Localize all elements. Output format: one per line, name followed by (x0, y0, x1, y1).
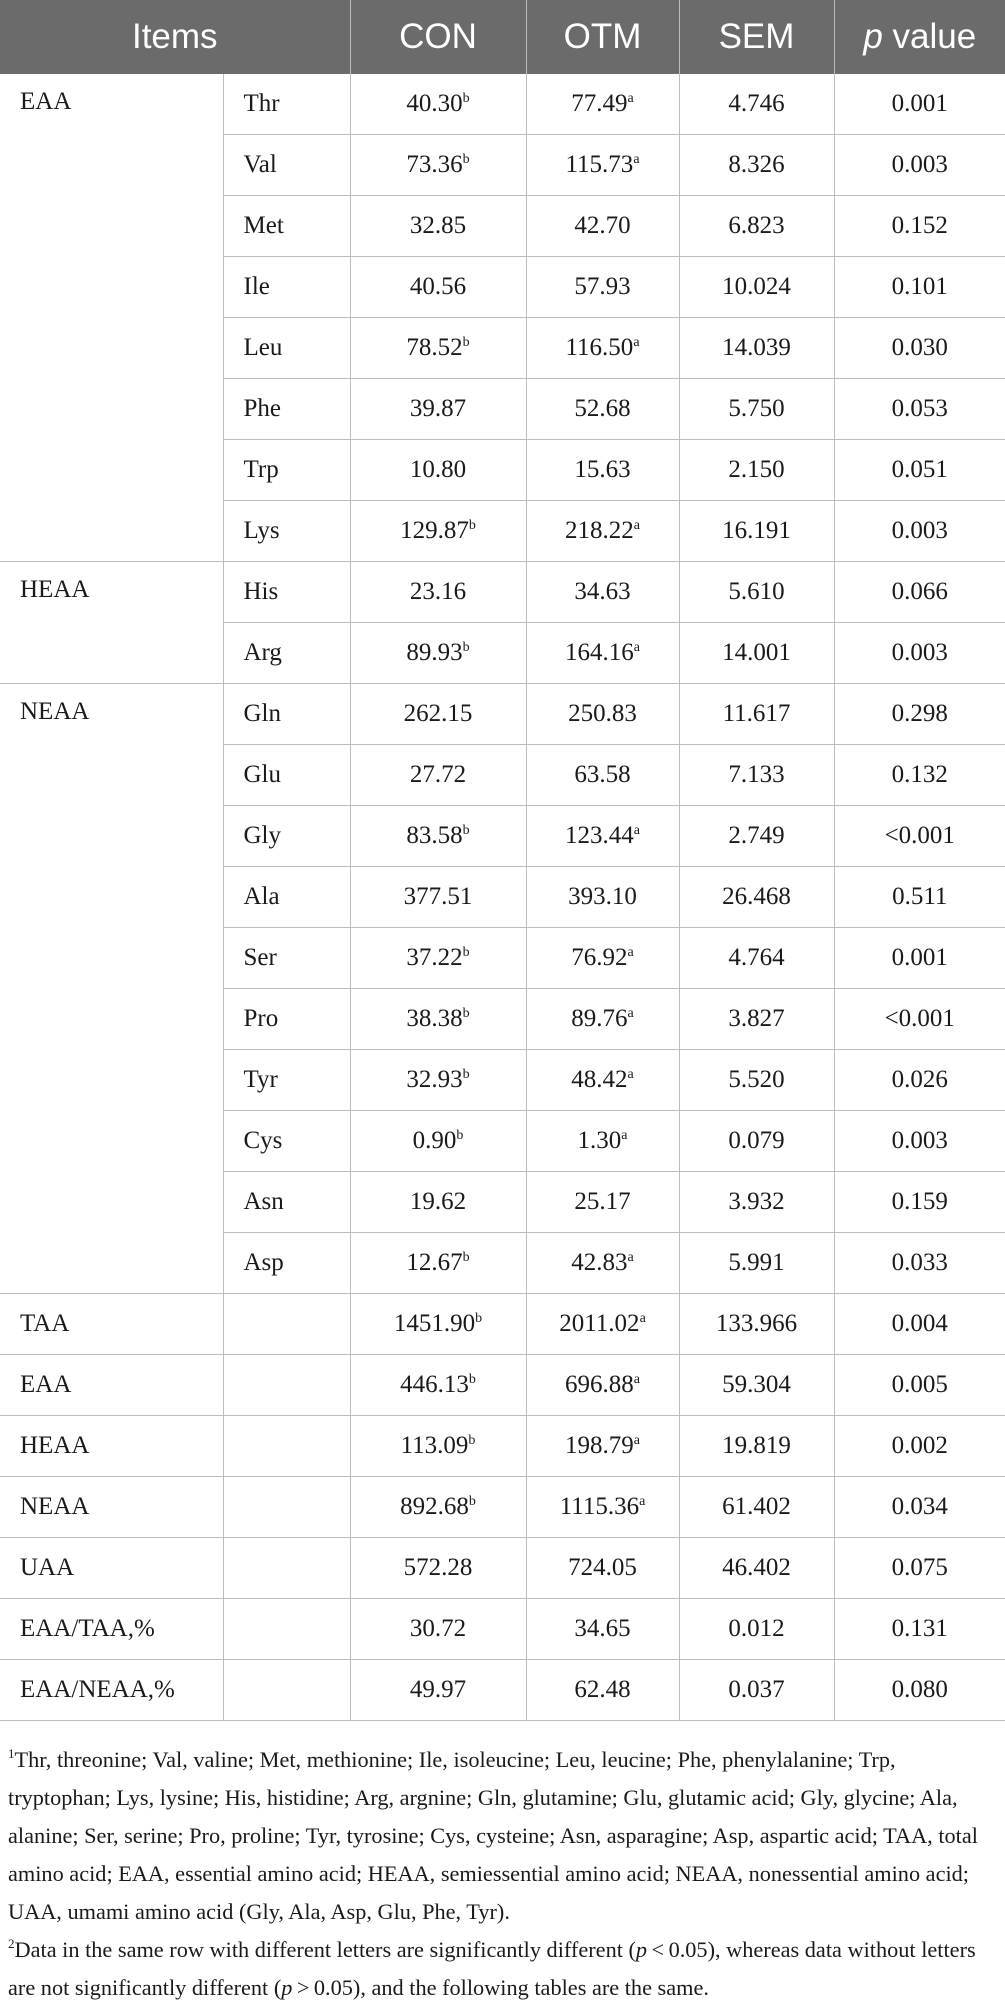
sem-cell: 8.326 (679, 135, 834, 196)
p-value-cell: 0.003 (834, 501, 1005, 562)
con-cell-value: 572.28 (403, 1554, 473, 1581)
otm-cell (526, 806, 679, 867)
otm-cell (526, 989, 679, 1050)
con-cell (350, 989, 526, 1050)
otm-cell-value: 34.65 (574, 1615, 631, 1642)
sem-cell: 5.520 (679, 1050, 834, 1111)
item-name: Ala (223, 867, 350, 928)
otm-cell (526, 623, 679, 684)
otm-cell (526, 501, 679, 562)
con-cell-value: 10.80 (409, 456, 467, 483)
otm-cell-value: 52.68 (574, 395, 631, 422)
footnote-1 (8, 1741, 993, 1931)
con-cell (350, 562, 526, 623)
header-row (0, 0, 1005, 74)
con-cell-superscript: b (462, 152, 470, 167)
otm-cell-superscript: a (627, 1006, 634, 1021)
otm-cell (526, 1477, 679, 1538)
con-cell (350, 1111, 526, 1172)
con-cell-value: 73.36 (406, 151, 463, 178)
sem-cell: 4.746 (679, 74, 834, 135)
p-value-cell: 0.001 (834, 928, 1005, 989)
sem-cell: 2.749 (679, 806, 834, 867)
otm-cell (526, 1233, 679, 1294)
header-sem: SEM (679, 0, 834, 74)
header-p-italic: p (863, 17, 883, 56)
con-cell-superscript: b (462, 1067, 470, 1082)
otm-cell-value: 48.42 (571, 1066, 628, 1093)
otm-cell (526, 257, 679, 318)
otm-cell (526, 1660, 679, 1721)
item-name: Pro (223, 989, 350, 1050)
summary-row (0, 1416, 1005, 1477)
p-value-cell: 0.075 (834, 1538, 1005, 1599)
item-name: Asn (223, 1172, 350, 1233)
footnote-1-text: Thr, threonine; Val, valine; Met, methionine; Ile, isoleucine; Leu, leucine; Phe, phenylalanine; Trp, tryptophan; Lys, lysine; His, histidine; Arg, argnine; Gln, glutamine; Glu, glutamic acid; Gly, glycine; Ala, alanine; Ser, serine; Pro, proline; Tyr, tyrosine; Cys, cysteine; Asn, asparagine; Asp, aspartic acid; TAA, total amino acid; EAA, essential amino acid; HEAA, semiessential amino acid; NEAA, nonessential amino acid; UAA, umami amino acid (Gly, Ala, Asp, Glu, Phe, Tyr). (8, 1747, 978, 1924)
sem-cell: 3.932 (679, 1172, 834, 1233)
otm-cell-value: 164.16 (565, 639, 634, 666)
table-header (0, 0, 1005, 74)
con-cell (350, 867, 526, 928)
otm-cell (526, 379, 679, 440)
con-cell-value: 32.93 (406, 1066, 463, 1093)
otm-cell-superscript: a (633, 823, 640, 838)
otm-cell (526, 1599, 679, 1660)
p-value-cell: 0.080 (834, 1660, 1005, 1721)
otm-cell-value: 76.92 (571, 944, 628, 971)
p-value-cell: 0.001 (834, 74, 1005, 135)
sem-cell: 2.150 (679, 440, 834, 501)
item-name: Arg (223, 623, 350, 684)
con-cell (350, 318, 526, 379)
p-value-cell: 0.511 (834, 867, 1005, 928)
p-value-cell: 0.132 (834, 745, 1005, 806)
otm-cell-superscript: a (627, 945, 634, 960)
con-cell-superscript: b (462, 823, 470, 838)
sem-cell: 0.012 (679, 1599, 834, 1660)
con-cell-value: 23.16 (409, 578, 467, 605)
summary-empty-cell (223, 1416, 350, 1477)
otm-cell-value: 2011.02 (559, 1310, 640, 1337)
con-cell (350, 623, 526, 684)
summary-label: HEAA (0, 1416, 223, 1477)
p-value-cell: <0.001 (834, 989, 1005, 1050)
otm-cell-superscript: a (627, 1250, 634, 1265)
p-value-cell: 0.101 (834, 257, 1005, 318)
otm-cell-value: 77.49 (571, 90, 628, 117)
con-cell (350, 440, 526, 501)
item-name: Gly (223, 806, 350, 867)
sem-cell: 46.402 (679, 1538, 834, 1599)
otm-cell-superscript: a (627, 1067, 634, 1082)
otm-cell-value: 724.05 (568, 1554, 637, 1581)
otm-cell-superscript: a (633, 1372, 640, 1387)
sem-cell: 11.617 (679, 684, 834, 745)
con-cell-superscript: b (468, 1433, 476, 1448)
otm-cell-superscript: a (633, 1433, 640, 1448)
con-cell (350, 1538, 526, 1599)
otm-cell-value: 62.48 (574, 1676, 631, 1703)
item-name: Val (223, 135, 350, 196)
otm-cell-value: 63.58 (574, 761, 631, 788)
con-cell-value: 32.85 (409, 212, 467, 239)
p-value-cell: 0.030 (834, 318, 1005, 379)
summary-empty-cell (223, 1660, 350, 1721)
con-cell (350, 1355, 526, 1416)
otm-cell-superscript: a (633, 335, 640, 350)
con-cell-value: 39.87 (409, 395, 467, 422)
summary-label: EAA/NEAA,% (0, 1660, 223, 1721)
sem-cell: 0.079 (679, 1111, 834, 1172)
con-cell-value: 1451.90 (393, 1310, 476, 1337)
summary-empty-cell (223, 1599, 350, 1660)
con-cell-value: 446.13 (400, 1371, 469, 1398)
sem-cell: 26.468 (679, 867, 834, 928)
otm-cell-value: 42.70 (574, 212, 631, 239)
table-row (0, 562, 1005, 623)
con-cell-value: 78.52 (406, 334, 463, 361)
otm-cell-superscript: a (633, 640, 640, 655)
otm-cell-value: 393.10 (568, 883, 637, 910)
otm-cell (526, 196, 679, 257)
con-cell-value: 38.38 (406, 1005, 463, 1032)
otm-cell (526, 1355, 679, 1416)
con-cell (350, 806, 526, 867)
p-value-cell: 0.033 (834, 1233, 1005, 1294)
otm-cell-value: 1115.36 (559, 1493, 640, 1520)
otm-cell-value: 115.73 (565, 151, 634, 178)
otm-cell-value: 57.93 (574, 273, 631, 300)
con-cell-value: 19.62 (409, 1188, 467, 1215)
otm-cell-superscript: a (621, 1128, 628, 1143)
p-value-cell: 0.002 (834, 1416, 1005, 1477)
otm-cell (526, 1294, 679, 1355)
otm-cell (526, 745, 679, 806)
sem-cell: 59.304 (679, 1355, 834, 1416)
item-name: Ser (223, 928, 350, 989)
con-cell-superscript: b (462, 91, 470, 106)
otm-cell (526, 1538, 679, 1599)
summary-label: TAA (0, 1294, 223, 1355)
sem-cell: 14.001 (679, 623, 834, 684)
otm-cell-value: 1.30 (577, 1127, 622, 1154)
otm-cell (526, 928, 679, 989)
con-cell-superscript: b (475, 1311, 483, 1326)
table-row (0, 684, 1005, 745)
item-name: Leu (223, 318, 350, 379)
con-cell (350, 379, 526, 440)
otm-cell-value: 34.63 (574, 578, 631, 605)
p-value-cell: 0.066 (834, 562, 1005, 623)
con-cell (350, 1233, 526, 1294)
con-cell-superscript: b (456, 1128, 464, 1143)
otm-cell-value: 250.83 (568, 700, 637, 727)
con-cell-value: 129.87 (400, 517, 469, 544)
summary-empty-cell (223, 1355, 350, 1416)
con-cell-value: 40.30 (406, 90, 463, 117)
con-cell (350, 257, 526, 318)
con-cell-value: 83.58 (406, 822, 463, 849)
con-cell-superscript: b (462, 945, 470, 960)
otm-cell-value: 116.50 (565, 334, 634, 361)
summary-label: EAA/TAA,% (0, 1599, 223, 1660)
footnote-2-text-b: < 0.05), whereas data without letters are not significantly different ( (8, 1937, 976, 2000)
otm-cell (526, 562, 679, 623)
footnote-2-marker: 2 (8, 1936, 15, 1951)
con-cell (350, 684, 526, 745)
otm-cell-value: 42.83 (571, 1249, 628, 1276)
sem-cell: 19.819 (679, 1416, 834, 1477)
footnote-1-marker: 1 (8, 1746, 15, 1761)
sem-cell: 10.024 (679, 257, 834, 318)
item-name: Asp (223, 1233, 350, 1294)
summary-row (0, 1355, 1005, 1416)
con-cell-value: 377.51 (403, 883, 473, 910)
summary-row (0, 1477, 1005, 1538)
table-row (0, 74, 1005, 135)
otm-cell-value: 25.17 (574, 1188, 631, 1215)
con-cell-superscript: b (462, 1006, 470, 1021)
p-value-cell: 0.005 (834, 1355, 1005, 1416)
con-cell-value: 262.15 (403, 700, 473, 727)
group-label: HEAA (0, 562, 223, 684)
header-p-rest: value (882, 17, 977, 56)
otm-cell (526, 318, 679, 379)
sem-cell: 14.039 (679, 318, 834, 379)
p-value-cell: 0.034 (834, 1477, 1005, 1538)
sem-cell: 5.991 (679, 1233, 834, 1294)
header-items: Items (0, 0, 350, 74)
otm-cell (526, 1416, 679, 1477)
item-name: Lys (223, 501, 350, 562)
item-name: Phe (223, 379, 350, 440)
p-value-cell: 0.003 (834, 1111, 1005, 1172)
con-cell (350, 1294, 526, 1355)
con-cell (350, 928, 526, 989)
otm-cell-superscript: a (639, 1311, 646, 1326)
p-value-cell: 0.051 (834, 440, 1005, 501)
item-name: Glu (223, 745, 350, 806)
con-cell (350, 1660, 526, 1721)
otm-cell (526, 74, 679, 135)
con-cell-superscript: b (468, 518, 476, 533)
p-value-cell: 0.003 (834, 623, 1005, 684)
summary-label: EAA (0, 1355, 223, 1416)
otm-cell (526, 1111, 679, 1172)
otm-cell-value: 218.22 (565, 517, 634, 544)
summary-label: NEAA (0, 1477, 223, 1538)
summary-empty-cell (223, 1477, 350, 1538)
otm-cell (526, 1172, 679, 1233)
p-value-cell: <0.001 (834, 806, 1005, 867)
p-value-cell: 0.026 (834, 1050, 1005, 1111)
summary-row (0, 1294, 1005, 1355)
otm-cell-superscript: a (627, 91, 634, 106)
otm-cell-value: 696.88 (565, 1371, 634, 1398)
p-value-cell: 0.003 (834, 135, 1005, 196)
otm-cell (526, 440, 679, 501)
otm-cell (526, 1050, 679, 1111)
con-cell-value: 27.72 (409, 761, 467, 788)
summary-row (0, 1538, 1005, 1599)
con-cell-value: 12.67 (406, 1249, 463, 1276)
con-cell-superscript: b (462, 1250, 470, 1265)
sem-cell: 5.750 (679, 379, 834, 440)
item-name: Thr (223, 74, 350, 135)
p-value-cell: 0.053 (834, 379, 1005, 440)
item-name: Trp (223, 440, 350, 501)
con-cell (350, 1416, 526, 1477)
con-cell (350, 1172, 526, 1233)
item-name: Tyr (223, 1050, 350, 1111)
con-cell-value: 40.56 (409, 273, 467, 300)
con-cell-value: 30.72 (409, 1615, 467, 1642)
con-cell (350, 1477, 526, 1538)
otm-cell-value: 123.44 (565, 822, 634, 849)
sem-cell: 3.827 (679, 989, 834, 1050)
footnote-2-text-a: Data in the same row with different letters are significantly different ( (14, 1937, 636, 1962)
sem-cell: 5.610 (679, 562, 834, 623)
con-cell-value: 89.93 (406, 639, 463, 666)
footnotes (0, 1721, 1003, 2007)
con-cell (350, 74, 526, 135)
item-name: Met (223, 196, 350, 257)
p-value-cell: 0.152 (834, 196, 1005, 257)
footnote-2-p-symbol: p (281, 1975, 293, 2000)
otm-cell-superscript: a (639, 1494, 646, 1509)
con-cell-value: 37.22 (406, 944, 463, 971)
otm-cell-value: 15.63 (574, 456, 631, 483)
sem-cell: 133.966 (679, 1294, 834, 1355)
con-cell (350, 1599, 526, 1660)
p-value-cell: 0.298 (834, 684, 1005, 745)
sem-cell: 61.402 (679, 1477, 834, 1538)
group-label: EAA (0, 74, 223, 562)
otm-cell-superscript: a (633, 518, 640, 533)
p-value-cell: 0.004 (834, 1294, 1005, 1355)
footnote-2-text-c: > 0.05), and the following tables are the same. (292, 1975, 709, 2000)
footnote-2-p-symbol: p (635, 1937, 648, 1962)
sem-cell: 6.823 (679, 196, 834, 257)
con-cell-superscript: b (462, 640, 470, 655)
con-cell-value: 0.90 (412, 1127, 457, 1154)
otm-cell (526, 867, 679, 928)
sem-cell: 4.764 (679, 928, 834, 989)
sem-cell: 16.191 (679, 501, 834, 562)
header-p-value (834, 0, 1005, 74)
group-label: NEAA (0, 684, 223, 1294)
p-value-cell: 0.131 (834, 1599, 1005, 1660)
con-cell (350, 135, 526, 196)
header-con: CON (350, 0, 526, 74)
summary-label: UAA (0, 1538, 223, 1599)
con-cell (350, 501, 526, 562)
summary-row (0, 1660, 1005, 1721)
con-cell-value: 892.68 (400, 1493, 469, 1520)
con-cell-superscript: b (468, 1372, 476, 1387)
otm-cell (526, 135, 679, 196)
con-cell (350, 196, 526, 257)
summary-empty-cell (223, 1538, 350, 1599)
con-cell-superscript: b (468, 1494, 476, 1509)
con-cell-superscript: b (462, 335, 470, 350)
otm-cell-superscript: a (633, 152, 640, 167)
header-otm: OTM (526, 0, 679, 74)
sem-cell: 7.133 (679, 745, 834, 806)
sem-cell: 0.037 (679, 1660, 834, 1721)
item-name: Ile (223, 257, 350, 318)
summary-empty-cell (223, 1294, 350, 1355)
otm-cell (526, 684, 679, 745)
otm-cell-value: 198.79 (565, 1432, 634, 1459)
item-name: Gln (223, 684, 350, 745)
item-name: His (223, 562, 350, 623)
con-cell-value: 113.09 (400, 1432, 469, 1459)
p-value-cell: 0.159 (834, 1172, 1005, 1233)
table-body (0, 74, 1005, 1721)
otm-cell-value: 89.76 (571, 1005, 628, 1032)
con-cell (350, 1050, 526, 1111)
con-cell-value: 49.97 (409, 1676, 467, 1703)
item-name: Cys (223, 1111, 350, 1172)
summary-row (0, 1599, 1005, 1660)
footnote-2 (8, 1931, 993, 2007)
con-cell (350, 745, 526, 806)
